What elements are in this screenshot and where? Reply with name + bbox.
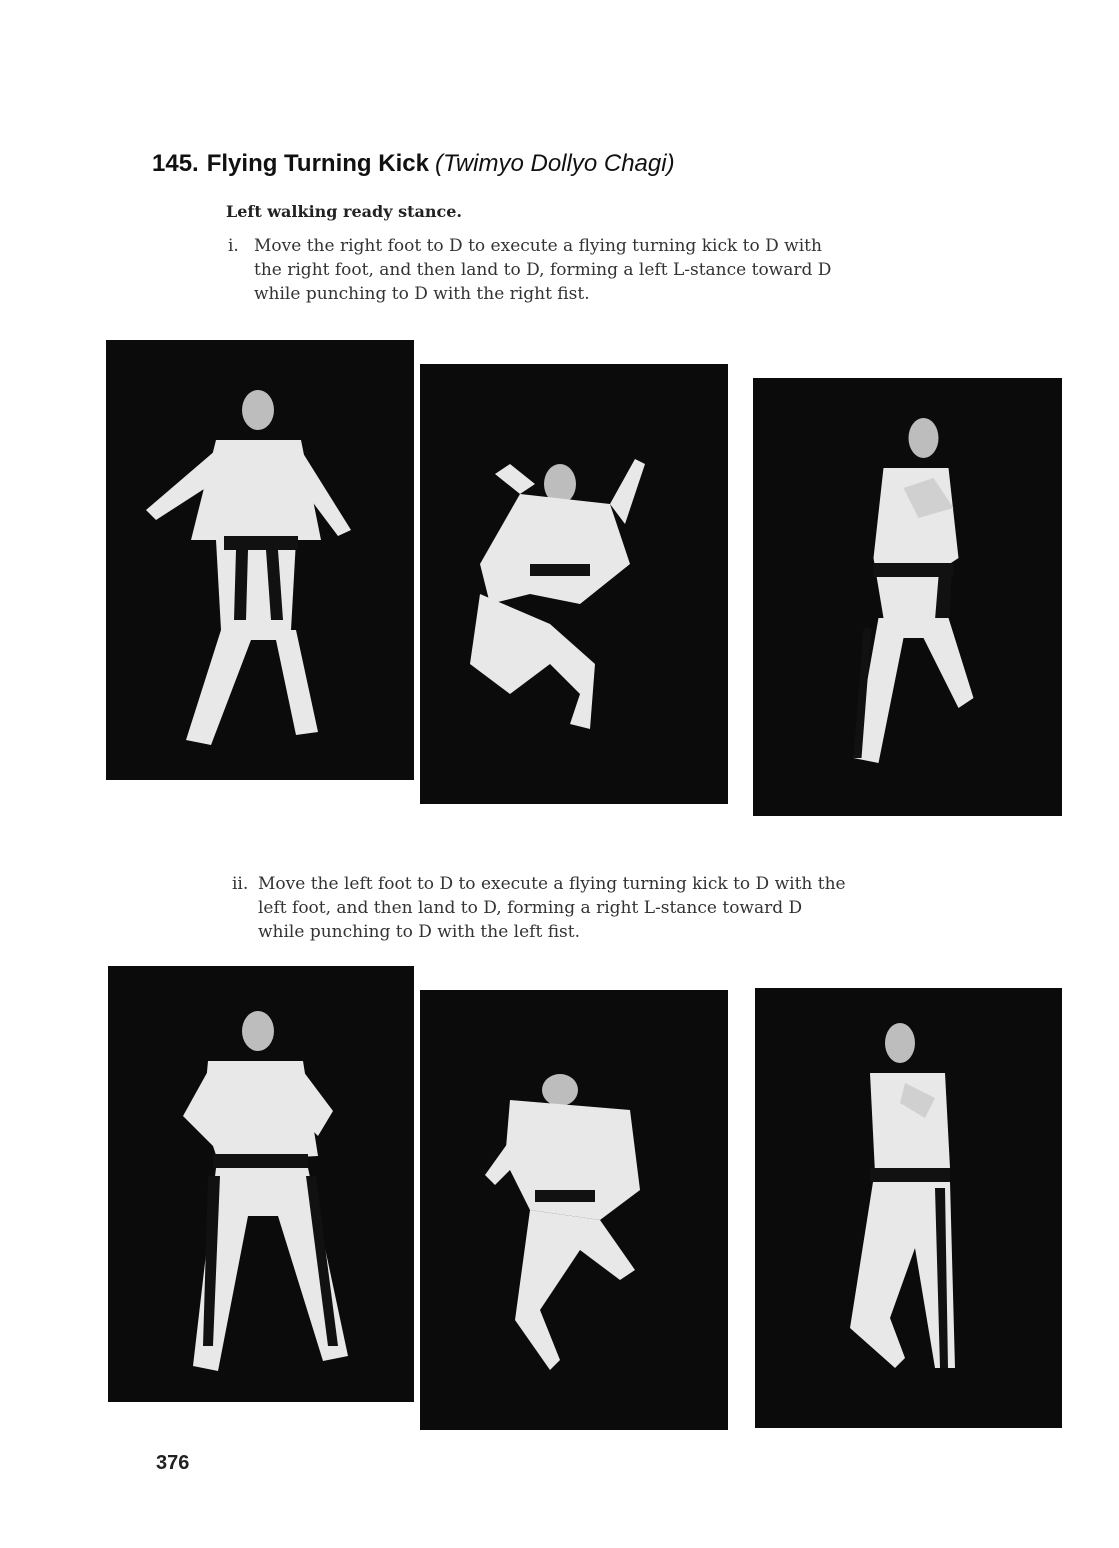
figure-jumping-icon <box>420 364 728 804</box>
figure-standing-icon <box>106 340 414 780</box>
page-number: 376 <box>156 1452 190 1474</box>
photo-landing-punch <box>753 378 1062 816</box>
photo-spin-kick <box>420 990 728 1430</box>
step-line: Move the left foot to D to execute a flying turning kick to D with the <box>258 874 846 894</box>
figure-spinning-icon <box>420 990 728 1430</box>
section-heading <box>152 150 675 178</box>
section-number: 145. <box>152 150 199 177</box>
photo-final-punch <box>755 988 1062 1428</box>
step-line: while punching to D with the right fist. <box>254 284 590 304</box>
section-title: Flying Turning Kick <box>206 150 429 177</box>
step-line: while punching to D with the left fist. <box>258 922 581 942</box>
section-subtitle: (Twimyo Dollyo Chagi) <box>434 150 675 177</box>
step-line: Move the right foot to D to execute a flying turning kick to D with <box>254 236 822 256</box>
figure-punch-icon <box>753 378 1062 816</box>
photo-flying-kick <box>420 364 728 804</box>
photo-ready-stance <box>106 340 414 780</box>
photo-guard-stance <box>108 966 414 1402</box>
step-marker: i. <box>228 236 239 256</box>
ready-stance-text: Left walking ready stance. <box>226 202 462 221</box>
step-marker: ii. <box>232 874 249 894</box>
step-two <box>232 872 972 944</box>
step-one <box>228 234 968 306</box>
figure-final-punch-icon <box>755 988 1062 1428</box>
figure-guard-icon <box>108 966 414 1402</box>
step-line: left foot, and then land to D, forming a right L-stance toward D <box>258 898 803 918</box>
step-line: the right foot, and then land to D, forming a left L-stance toward D <box>254 260 832 280</box>
